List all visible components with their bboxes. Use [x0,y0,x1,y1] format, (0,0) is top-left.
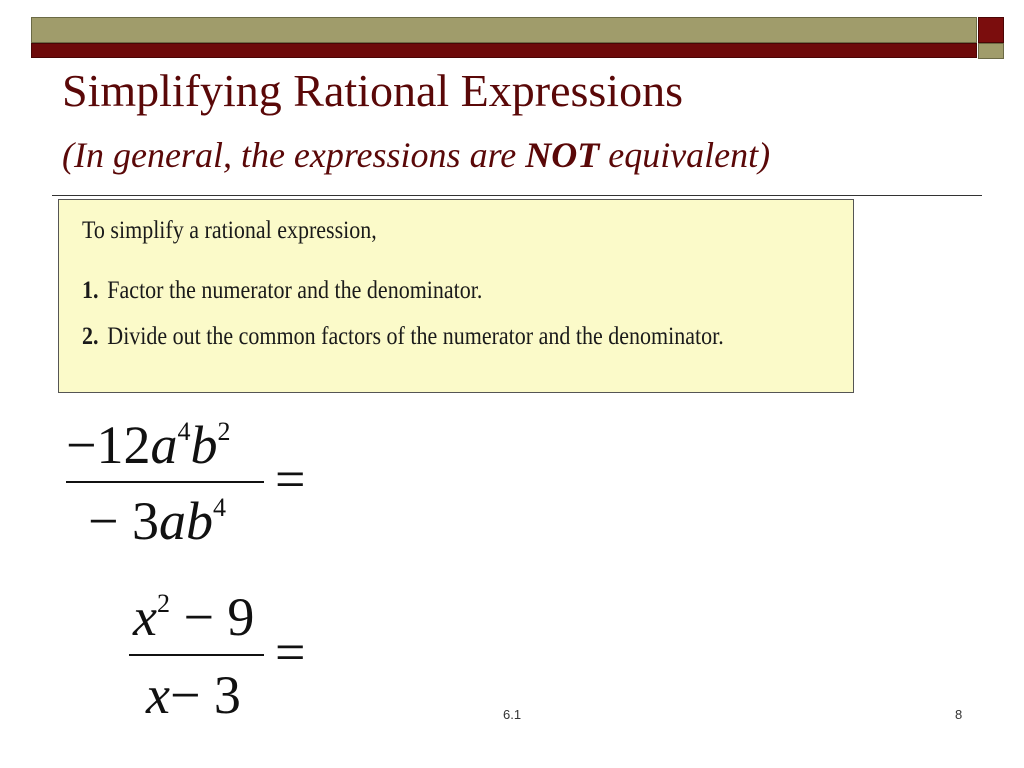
exponent: 2 [156,589,170,618]
fraction-1-denominator [88,491,226,551]
header-bar-red [31,43,977,58]
instruction-step-2 [82,324,724,349]
exponent: 4 [177,417,191,446]
subtitle-post: equivalent) [599,135,771,175]
fraction-2-bar [129,654,264,656]
header-square-olive [978,43,1004,59]
fraction-2-numerator [133,587,255,647]
subtitle-pre: (In general, the expressions are [62,135,526,175]
footer-section: 6.1 [503,707,522,722]
step-number: 2. [82,323,99,350]
variable-a: a [150,415,178,475]
exponent: 2 [217,417,231,446]
equals-sign-1: = [275,449,306,509]
instructions-intro: To simplify a rational expression, [82,217,377,244]
coefficient: −12 [66,415,151,475]
equals-sign-2: = [275,622,306,682]
fraction-2-denominator [146,665,241,725]
step-text: Divide out the common factors of the numerator and the denominator. [107,323,724,350]
slide-subtitle [62,136,770,176]
exponent: 4 [212,493,226,522]
footer-page-number: 8 [955,707,963,722]
fraction-1-bar [66,481,264,483]
slide-title: Simplifying Rational Expressions [62,65,683,116]
header-bar-olive [31,17,977,43]
variable-x: x [146,665,170,725]
variables-ab: ab [158,491,213,551]
step-text: Factor the numerator and the denominator. [107,277,483,304]
coefficient: − 3 [88,491,159,551]
variable-b: b [190,415,218,475]
instruction-step-1 [82,278,482,303]
variable-x: x [133,587,157,647]
fraction-1-numerator [66,415,231,475]
step-number: 1. [82,277,99,304]
constant-term: − 3 [169,665,241,725]
header-square-red [978,17,1004,43]
subtitle-bold: NOT [525,135,600,175]
constant-term: − 9 [169,587,255,647]
title-divider [52,195,982,196]
